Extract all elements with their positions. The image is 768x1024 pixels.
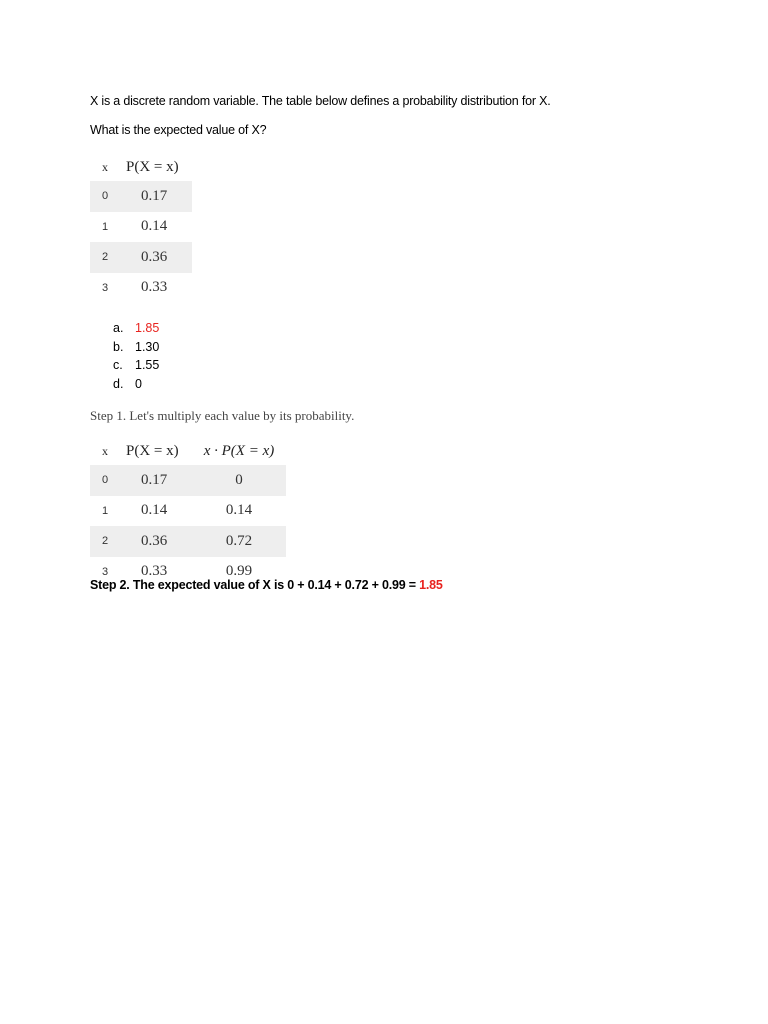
cell-probability: 0.33 xyxy=(141,563,168,580)
choice-value: 0 xyxy=(135,377,142,392)
table-row xyxy=(90,496,286,527)
header-x: x xyxy=(102,443,108,458)
cell-x: 1 xyxy=(101,504,109,517)
table-row xyxy=(90,181,192,212)
choice-c xyxy=(113,356,159,375)
choice-d xyxy=(113,375,159,394)
step-2-statement: Step 2. The expected value of X is 0 + 0.14 + 0.72 + 0.99 = xyxy=(90,578,420,592)
table-row xyxy=(90,212,192,243)
problem-question: What is the expected value of X? xyxy=(90,123,267,137)
header-probability: P(X = x) xyxy=(126,158,179,175)
cell-probability: 0.17 xyxy=(120,465,192,496)
table-row xyxy=(90,273,192,304)
cell-probability: 0.14 xyxy=(141,218,168,235)
answer-choices xyxy=(113,319,159,394)
cell-x: 0 xyxy=(90,181,120,212)
header-x: x xyxy=(102,159,108,174)
cell-x: 2 xyxy=(90,242,120,273)
step-2-text xyxy=(90,578,443,592)
cell-product: 0 xyxy=(192,465,286,496)
choice-b xyxy=(113,338,159,357)
cell-product: 0.72 xyxy=(192,526,286,557)
choice-value: 1.30 xyxy=(135,339,160,354)
choice-letter: d. xyxy=(113,377,124,392)
choice-letter: a. xyxy=(113,321,124,335)
cell-probability: 0.36 xyxy=(120,526,192,557)
table-row xyxy=(90,526,286,557)
distribution-table xyxy=(90,153,192,303)
cell-x: 0 xyxy=(90,465,120,496)
choice-a xyxy=(113,319,159,338)
cell-probability: 0.33 xyxy=(141,279,168,296)
step-2-answer: 1.85 xyxy=(419,578,443,592)
step-1-text: Step 1. Let's multiply each value by its probability. xyxy=(90,408,355,423)
table-header-row xyxy=(90,153,192,181)
table-header-row xyxy=(90,437,286,465)
choice-value-correct: 1.85 xyxy=(135,321,160,335)
header-probability: P(X = x) xyxy=(126,442,179,459)
cell-product: 0.14 xyxy=(225,502,253,519)
cell-probability: 0.36 xyxy=(120,242,192,273)
table-row xyxy=(90,465,286,496)
problem-intro: X is a discrete random variable. The table below defines a probability distribution for X. xyxy=(90,94,551,108)
table-row xyxy=(90,242,192,273)
cell-x: 3 xyxy=(101,281,109,294)
cell-x: 2 xyxy=(90,526,120,557)
cell-probability: 0.14 xyxy=(141,502,168,519)
choice-value: 1.55 xyxy=(135,358,160,373)
choice-letter: c. xyxy=(113,358,123,373)
cell-product: 0.99 xyxy=(225,563,253,580)
product-table xyxy=(90,437,286,587)
cell-probability: 0.17 xyxy=(120,181,192,212)
cell-x: 3 xyxy=(101,565,109,578)
cell-x: 1 xyxy=(101,220,109,233)
choice-letter: b. xyxy=(113,339,124,354)
header-product: x · P(X = x) xyxy=(203,442,275,459)
